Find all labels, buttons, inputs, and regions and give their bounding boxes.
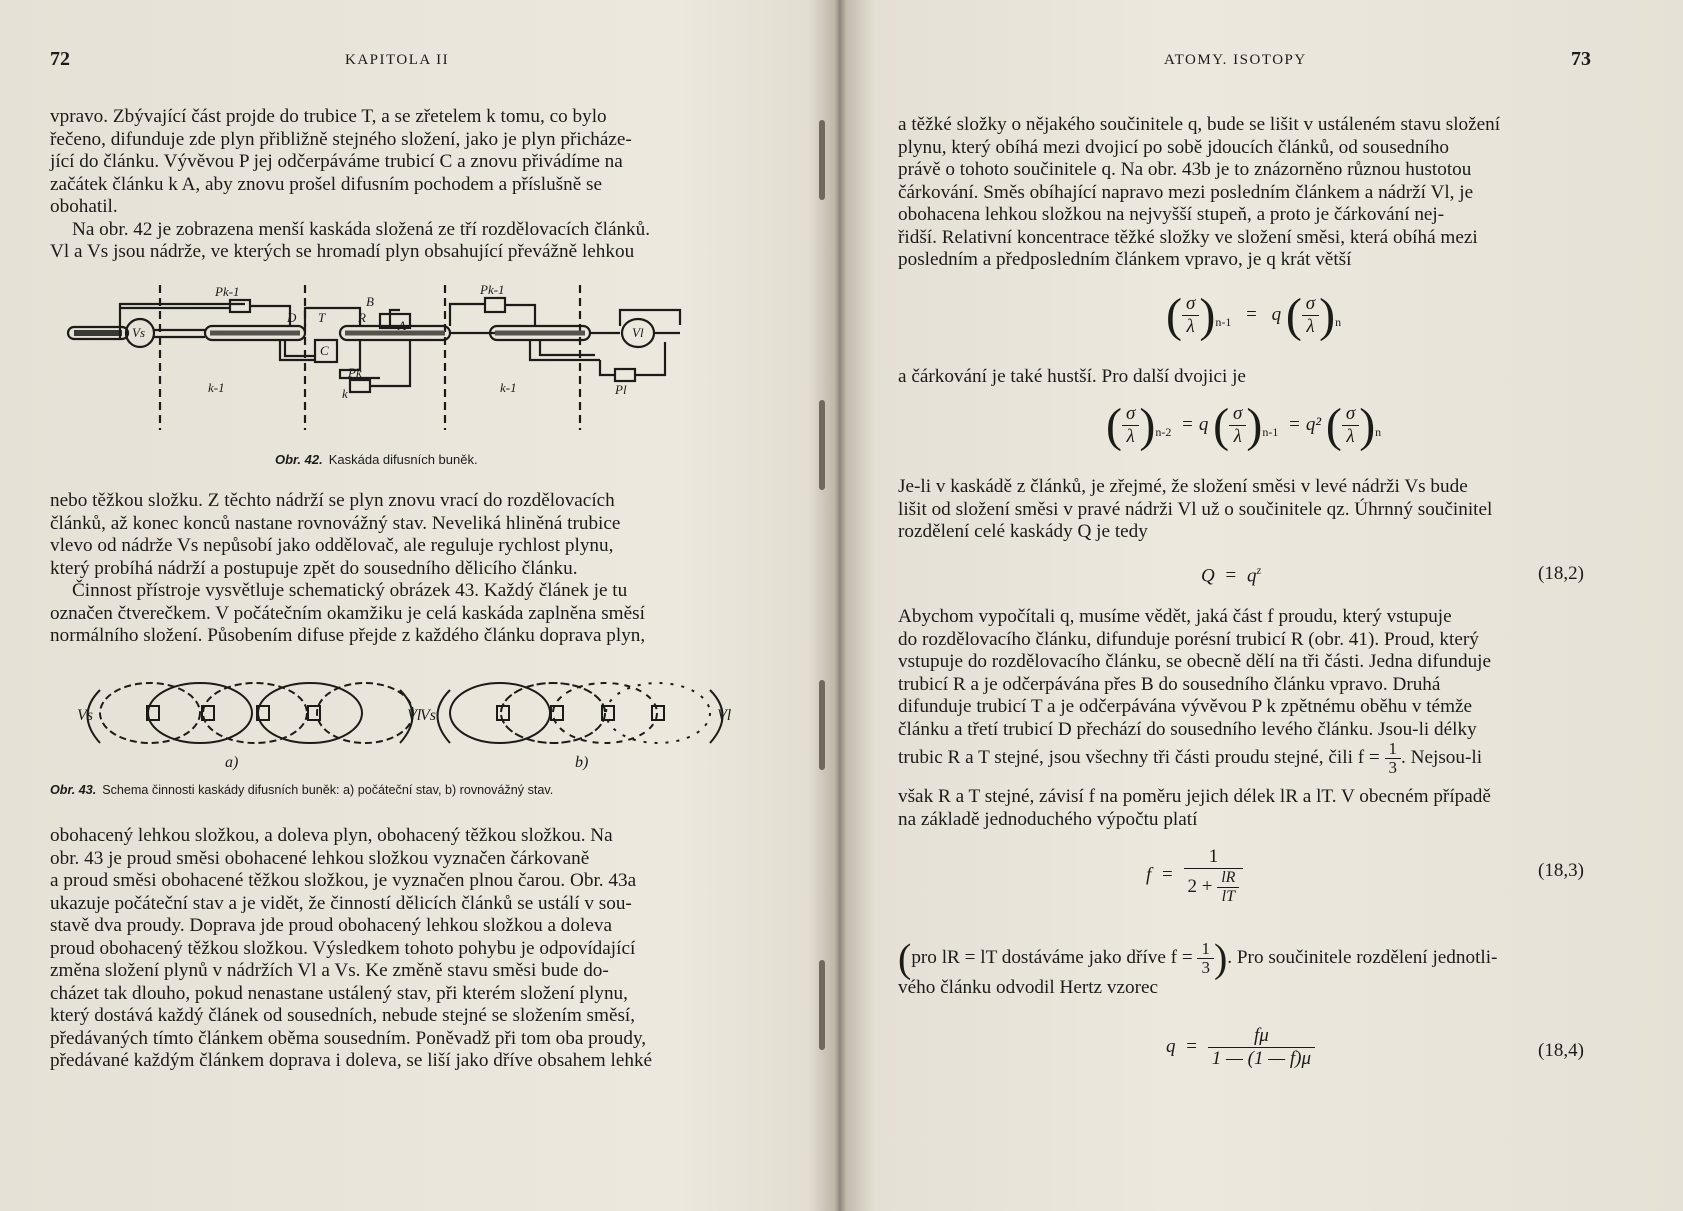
text-line: předávaných tímto článkem oběma sousedním. Poněvadž při tom oba proudy, [50, 1027, 647, 1049]
eq-equals: = [1162, 864, 1173, 886]
text-line: difunduje trubicí T a je odčerpávána vývěvou P k zpětnému oběhu v témže [898, 696, 1473, 717]
eq-lambda: λ [1126, 426, 1135, 447]
text-line: a čárkování je také hustší. Pro další dvojici je [898, 366, 1246, 387]
equation-4 [1146, 846, 1243, 906]
text-line: předávané každým článkem doprava i doleva, se liší jako dříve obsahem lehké [50, 1050, 653, 1071]
text-line: začátek článku k A, aby znovu prošel difusním pochodem a příslušně se [50, 173, 603, 195]
text-line: obohacený lehkou složkou, a doleva plyn, obohacený těžkou složkou. Na [50, 825, 613, 846]
caption-text: Schema činnosti kaskády difusních buněk: a) počáteční stav, b) rovnovážný stav. [102, 783, 554, 797]
eq-sub: n [1335, 314, 1342, 329]
text-line: který probíhá nádrží a postupuje zpět do sousedního dělicího článku. [50, 557, 578, 579]
text-span: . Pro součinitele rozdělení jednotli- [1227, 946, 1498, 968]
eq-sigma: σ [1342, 403, 1359, 426]
fig42-label: C [320, 343, 329, 358]
eq-sub: n [1375, 424, 1382, 439]
fig43-label: Vs [77, 707, 93, 724]
fig42-label: Pk [348, 365, 362, 380]
fig42-label: Vl [632, 325, 644, 340]
eq-den-num: lR [1217, 869, 1239, 888]
fig42-label: T [318, 310, 326, 325]
eq-rhs: q [1246, 565, 1257, 587]
fig42-label: Pl [615, 382, 627, 397]
text-span: pro lR = lT dostáváme jako dříve f = [911, 946, 1193, 968]
fig43-label: b) [575, 754, 589, 771]
eq-num: fμ [1208, 1025, 1315, 1048]
eq-lhs: f [1146, 864, 1152, 886]
equation-number-18-3: (18,3) [1538, 860, 1584, 881]
text-line: článků, až konec konců nastane rovnovážný stav. Neveliká hliněná trubice [50, 512, 621, 534]
fig42-label: k-1 [208, 380, 225, 395]
eq-sub: n-1 [1215, 314, 1232, 329]
eq-lhs: Q [1201, 565, 1215, 587]
fig42-label: R [358, 310, 366, 325]
eq-equals: = [1289, 413, 1300, 435]
text-line: stavě dva proudy. Doprava jde proud obohacený lehkou složkou a doleva [50, 915, 612, 936]
fig42-label: Pk-1 [215, 284, 240, 299]
fig42-label: Pk-1 [480, 282, 505, 297]
left-page [0, 0, 826, 1211]
text-line: označen čtverečkem. V počátečním okamžiku je celá kaskáda zaplněna směsí [50, 602, 645, 624]
text-span: trubic R a T stejné, jsou všechny tři části proudu stejné, čili f = [898, 746, 1380, 768]
fig42-label: Vs [132, 325, 145, 340]
text-line: čárkování. Směs obíhající napravo mezi posledním článkem a nádrží Vl, je [898, 181, 1474, 203]
running-head-right: ATOMY. ISOTOPY [1164, 52, 1307, 68]
eq-den: 1 — (1 — f)μ [1211, 1048, 1311, 1069]
text-line: Je-li v kaskádě z článků, je zřejmé, že složení směsi v levé nádrži Vs bude [898, 476, 1468, 497]
fig42-label: k [342, 386, 348, 401]
figure-43-schema [55, 675, 745, 775]
text-line: Abychom vypočítali q, musíme vědět, jaká část f proudu, který vstupuje [898, 606, 1452, 627]
equation-1: ( $\frac{\sigma}{\lambda}$ )$_{n-1} = q$ ( $\frac{\sigma}{\lambda}$ )$_n$ [1166, 289, 1342, 342]
text-line: vlevo od nádrže Vs nepůsobí jako oddělovač, ale reguluje rychlost plynu, [50, 535, 614, 556]
text-line: řečeno, difunduje zde plyn přibližně stejného složení, jako je plyn přicháze- [50, 128, 632, 150]
right-line-before-eq2 [898, 366, 1598, 389]
caption-label: Obr. 43. [50, 783, 97, 797]
right-para-2 [898, 476, 1598, 544]
text-line: obohacena lehkou složkou na nejvyšší stupeň, a proto je čárkování nej- [898, 204, 1445, 225]
text-line: vého článku odvodil Hertz vzorec [898, 977, 1158, 998]
eq-lambda: λ [1346, 426, 1355, 447]
equation-2: ( $\frac{\sigma}{\lambda}$ )$_{n-2} = q$ ( $\frac{\sigma}{\lambda}$ )$_{n-1} = q^2$ ( $\frac{\sigma}{\lambda}$ )$_n$ [1106, 399, 1382, 452]
right-page [826, 0, 1683, 1211]
fig43-label: Vl [407, 707, 422, 724]
fig42-label: k-1 [500, 380, 517, 395]
left-para-1 [50, 106, 750, 264]
text-line: na základě jednoduchého výpočtu platí [898, 808, 1198, 830]
fig42-label: A [398, 318, 406, 333]
eq-den-pre: 2 + [1187, 875, 1213, 897]
eq-q: q [1198, 413, 1209, 435]
text-line: ukazuje počáteční stav a je vidět, že činností dělicích článků se ustálí v sou- [50, 892, 632, 914]
fig42-label: B [366, 294, 374, 309]
text-line: článku a třetí trubicí D přechází do sousedního levého článku. Jsou-li délky [898, 718, 1477, 740]
text-line: posledním a předposledním článkem vpravo, je q krát větší [898, 249, 1352, 270]
eq-sigma: σ [1122, 403, 1139, 426]
fig43-label: a) [225, 754, 239, 771]
text-line: normálního složení. Působením difuse přejde z každého článku doprava plyn, [50, 625, 646, 646]
eq-lambda: λ [1233, 426, 1242, 447]
caption-text: Kaskáda difusních buněk. [328, 452, 478, 467]
text-line: Na obr. 42 je zobrazena menší kaskáda složená ze tří rozdělovacích článků. [72, 218, 651, 240]
left-para-3 [50, 490, 750, 648]
text-line: a proud směsi obohacené těžkou složkou, je vyznačen plnou čarou. Obr. 43a [50, 870, 637, 891]
text-line: však R a T stejné, závisí f na poměru jejich délek lR a lT. V obecném případě [898, 786, 1491, 807]
text-line: řidší. Relativní koncentrace těžké složky ve složení směsi, která obíhá mezi [898, 226, 1478, 248]
text-span: . Nejsou-li [1401, 746, 1483, 768]
eq-sub: n-2 [1155, 424, 1172, 439]
text-line: který dostává každý článek od sousedních, nebude stejné se složením směsí, [50, 1005, 636, 1026]
text-line: rozdělení celé kaskády Q je tedy [898, 521, 1148, 542]
equation-5 [1166, 1025, 1315, 1070]
eq-sigma: σ [1302, 293, 1319, 316]
eq-lhs: q [1166, 1035, 1176, 1057]
text-line: nebo těžkou složku. Z těchto nádrží se plyn znovu vrací do rozdělovacích [50, 490, 615, 511]
text-line: Činnost přístroje vysvětluje schematický obrázek 43. Každý článek je tu [72, 580, 628, 601]
text-line: proud obohacený těžkou složkou. Výsledkem tohoto pohybu je odpovídající [50, 937, 636, 959]
eq-q: q [1271, 303, 1282, 325]
figure-42-cascade-diagram [60, 280, 750, 440]
text-line: vpravo. Zbývající část projde do trubice T, a se zřetelem k tomu, co bylo [50, 106, 607, 127]
text-line: cházet tak dlouho, pokud nenastane ustálený stav, při kterém složení plynu, [50, 982, 628, 1004]
figure-42-caption [275, 452, 478, 467]
text-line: Vl a Vs jsou nádrže, ve kterých se hromadí plyn obsahující převážně lehkou [50, 241, 635, 262]
eq-equals: = [1182, 413, 1193, 435]
fig43-label: Vl [717, 707, 732, 724]
equation-number-18-4: (18,4) [1538, 1040, 1584, 1061]
text-line: do rozdělovacího článku, difunduje porésní trubicí R (obr. 41). Proud, který [898, 628, 1479, 650]
caption-label: Obr. 42. [275, 452, 323, 467]
fig42-label: D [287, 310, 297, 325]
eq-sigma: σ [1229, 403, 1246, 426]
right-para-5: (pro lR = lT dostáváme jako dříve f = $\frac{1}{3}$ ). Pro součinitele rozdělení jednotli- vého článku odvodil Hertz vzorec [898, 940, 1598, 1000]
left-para-5 [50, 825, 750, 1073]
text-line: změna složení plynů v nádržích Vl a Vs. Ke změně stavu směsi bude do- [50, 960, 609, 981]
text-line: lišit od složení směsi v pravé nádrži Vl už o součinitele qz. Úhrnný součinitel [898, 498, 1493, 520]
eq-lambda: λ [1186, 316, 1195, 337]
fig43-label: Vs [420, 707, 436, 724]
page-number-left: 72 [50, 48, 70, 70]
right-para-4 [898, 786, 1598, 831]
frac-num: 1 [1197, 940, 1214, 959]
text-line: obr. 43 je proud směsi obohacené lehkou složkou vyznačen čárkovaně [50, 847, 590, 869]
frac-den: 3 [1388, 758, 1398, 777]
right-para-3 [898, 606, 1598, 741]
eq-equals: = [1225, 565, 1237, 587]
eq-lambda: λ [1306, 316, 1315, 337]
text-line: trubicí R a je odčerpávána přes B do sousedního článku vpravo. Druhá [898, 673, 1441, 695]
text-line: a těžké složky o nějakého součinitele q, bude se lišit v ustáleném stavu složení [898, 114, 1501, 135]
text-line: plynu, který obíhá mezi dvojicí po sobě jdoucích článků, od sousedního [898, 136, 1450, 158]
frac-num: 1 [1385, 740, 1402, 759]
page-number-right: 73 [1571, 48, 1591, 70]
right-para-1 [898, 114, 1598, 272]
equation-3 [1201, 563, 1261, 587]
figure-43-caption [50, 783, 553, 797]
eq-exponent: z [1256, 563, 1262, 577]
eq-den-den: lT [1221, 888, 1235, 905]
eq-sub: n-1 [1262, 424, 1279, 439]
eq-q2: q² [1305, 413, 1322, 435]
right-line-frac [898, 740, 1598, 777]
running-head-left: KAPITOLA II [345, 52, 450, 68]
eq-equals: = [1246, 303, 1257, 325]
eq-sigma: σ [1182, 293, 1199, 316]
text-line: obohatil. [50, 196, 118, 217]
text-line: jící do článku. Vývěvou P jej odčerpáváme trubicí C a znovu přivádíme na [50, 151, 623, 172]
eq-equals: = [1186, 1035, 1197, 1057]
text-line: právě o tohoto součinitele q. Na obr. 43b je to znázorněno různou hustotou [898, 159, 1472, 180]
text-line: vstupuje do rozdělovacího článku, se obecně dělí na tři části. Jedna difunduje [898, 651, 1492, 672]
frac-den: 3 [1201, 958, 1210, 977]
equation-number-18-2: (18,2) [1538, 563, 1584, 584]
eq-num: 1 [1184, 846, 1244, 869]
